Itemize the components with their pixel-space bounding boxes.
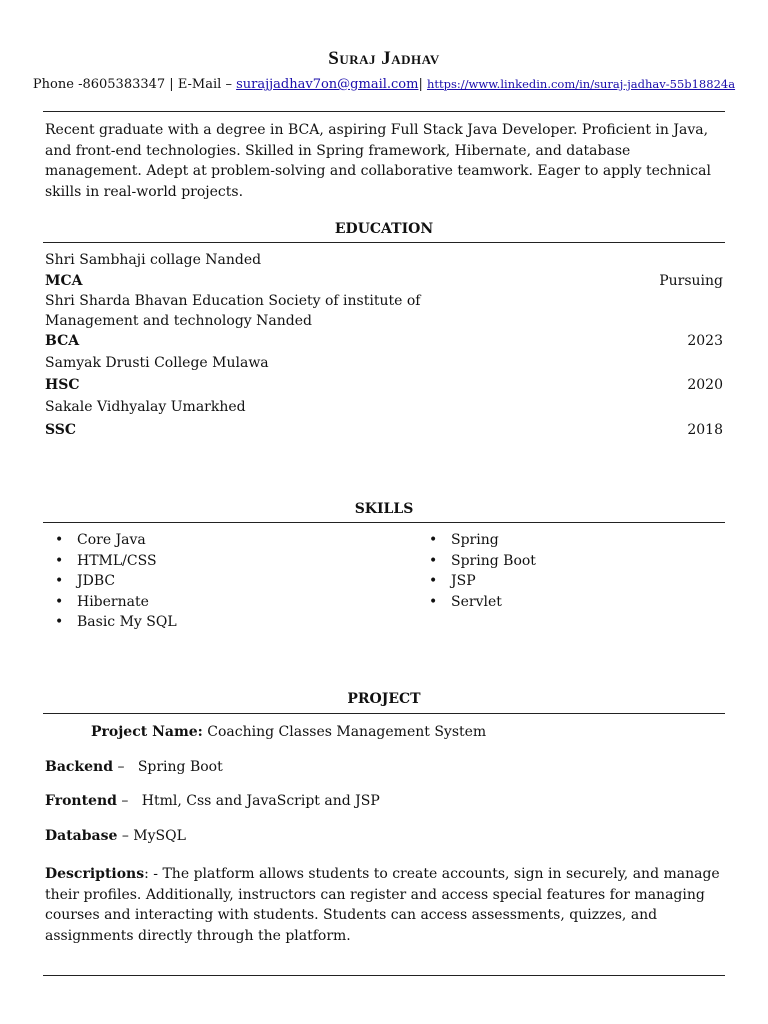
skills-column-right [429, 530, 536, 612]
education-institution: Management and technology Nanded [45, 313, 312, 329]
education-institution: Sakale Vidhyalay Umarkhed [45, 399, 246, 415]
section-title-skills: SKILLS [354, 501, 414, 517]
education-row [45, 420, 723, 440]
education-row [45, 331, 723, 351]
email-link[interactable]: surajjadhav7on@gmail.com [236, 77, 419, 92]
education-year: Pursuing [659, 273, 723, 289]
frontend-label: Frontend [45, 793, 117, 809]
education-institution: Shri Sambhaji collage Nanded [45, 252, 262, 268]
database-value: – MySQL [117, 828, 186, 844]
contact-separator: | [418, 77, 427, 92]
divider [43, 111, 725, 112]
backend-value: – Spring Boot [113, 759, 223, 775]
description-label: Descriptions [45, 866, 145, 882]
education-degree: BCA [45, 333, 80, 349]
education-degree: SSC [45, 422, 77, 438]
education-institution: Shri Sharda Bhavan Education Society of institute of [45, 293, 421, 309]
education-year: 2020 [687, 377, 723, 393]
summary-text: Recent graduate with a degree in BCA, aspiring Full Stack Java Developer. Proficient in Java, and front-end technologies. Skilled in Spring framework, Hibernate, and database management. Adept at problem-solving and collaborative teamwork. Eager to apply technical skills in real-world projects. [45, 122, 711, 200]
section-title-education: EDUCATION [334, 221, 434, 237]
backend-label: Backend [45, 759, 114, 775]
divider [43, 975, 725, 976]
skill-item: • HTML/CSS [55, 551, 177, 572]
skill-item: • JSP [429, 571, 536, 592]
education-degree: MCA [45, 273, 83, 289]
divider [43, 713, 725, 714]
education-year: 2018 [687, 422, 723, 438]
database-line [45, 826, 725, 847]
database-label: Database [45, 828, 118, 844]
education-row [45, 375, 723, 395]
backend-line [45, 757, 725, 778]
skill-item: • Servlet [429, 592, 536, 613]
resume-name: Suraj Jadhav [328, 48, 440, 69]
description-paragraph [45, 864, 725, 946]
divider [43, 522, 725, 523]
skill-item: • JDBC [55, 571, 177, 592]
education-year: 2023 [687, 333, 723, 349]
skills-column-left [55, 530, 177, 633]
skill-item: • Spring Boot [429, 551, 536, 572]
project-name-label: Project Name: [91, 724, 203, 740]
skill-item: • Hibernate [55, 592, 177, 613]
divider [43, 242, 725, 243]
frontend-value: – Html, Css and JavaScript and JSP [116, 793, 380, 809]
education-degree: HSC [45, 377, 80, 393]
education-row [45, 271, 723, 291]
skill-item: • Basic My SQL [55, 612, 177, 633]
contact-line [0, 77, 768, 92]
project-name-line [91, 722, 711, 743]
skill-item: • Spring [429, 530, 536, 551]
phone-text: Phone -8605383347 | E-Mail – [32, 77, 237, 92]
project-name-value: Coaching Classes Management System [202, 724, 487, 740]
skill-item: • Core Java [55, 530, 177, 551]
description-value: : - The platform allows students to create accounts, sign in securely, and manage their profiles. Additionally, instructors can register and access special features for managing courses and interacting with students. Students can access assessments, quizzes, and assignments directly through the platform. [45, 866, 720, 944]
section-title-project: PROJECT [347, 691, 421, 707]
linkedin-link[interactable]: https://www.linkedin.com/in/suraj-jadhav-55b18824a [426, 77, 736, 91]
education-institution: Samyak Drusti College Mulawa [45, 355, 269, 371]
frontend-line [45, 791, 725, 812]
